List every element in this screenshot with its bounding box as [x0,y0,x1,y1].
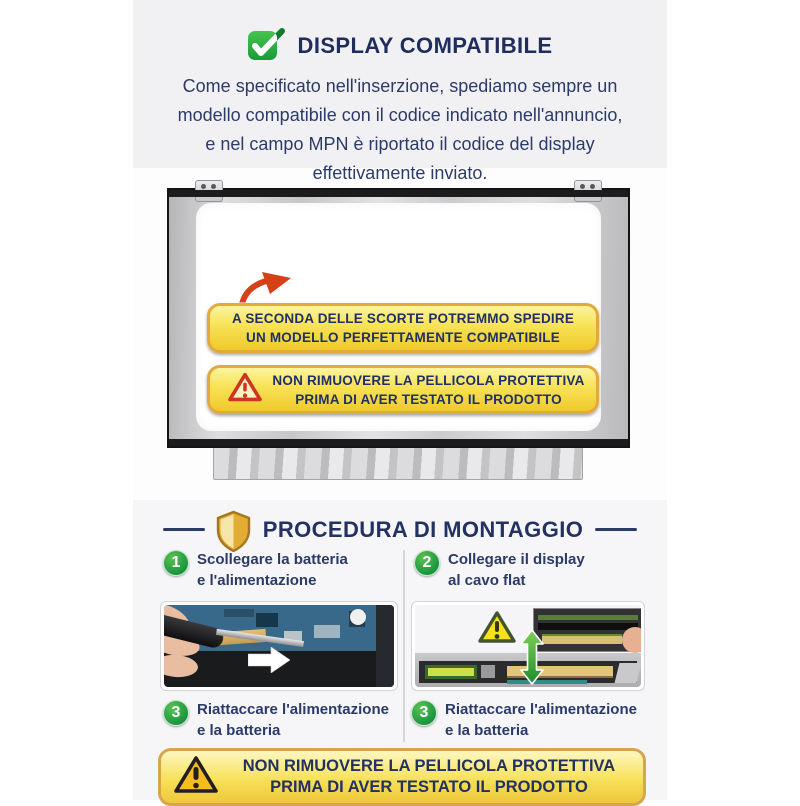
intro-line: Come specificato nell'inserzione, spediamo sempre un [182,76,618,96]
film-warning-line: PRIMA DI AVER TESTATO IL PRODOTTO [295,391,562,407]
step-3-text [197,699,389,741]
procedure-heading [133,512,667,552]
film-warning-line: NON RIMUOVERE LA PELLICOLA PROTETTIVA [272,372,585,388]
step-2-line: al cavo flat [448,572,526,589]
intro-line: effettivamente inviato. [312,163,488,183]
step-2-photo-scene [415,605,641,687]
bottom-warning-banner [158,748,646,806]
film-warning-label [207,365,599,414]
white-arrow-icon [248,647,290,678]
connector-green-inner [428,668,474,676]
intro-line: e nel campo MPN è riportato il codice del display [205,134,595,154]
connector-slot [538,623,638,630]
caution-triangle-icon [477,610,517,650]
screw-hole [590,184,595,189]
chip [314,625,340,638]
step-3b-badge: 3 [411,700,437,726]
step-1-photo [160,601,398,691]
panel-bottom-bezel [169,439,628,446]
chassis-edge [376,605,394,687]
step-2-text [448,549,585,591]
step-3-line: Riattaccare l'alimentazione [197,701,389,718]
green-double-arrow-icon [519,629,545,687]
pcb-strip [538,615,638,620]
page-title: DISPLAY COMPATIBILE [297,33,553,58]
foil-strip [213,444,583,480]
step-2-badge: 2 [414,550,440,576]
header [133,28,667,64]
metal-wedge [615,663,641,683]
step-1-line: Scollegare la batteria [197,551,348,568]
chip [256,613,278,627]
screw-hole [201,184,206,189]
step-3-line: e la batteria [197,722,281,739]
chip [224,609,254,617]
stock-warning-line: A SECONDA DELLE SCORTE POTREMMO SPEDIRE [231,311,575,326]
connector-inset-photo [533,608,641,652]
step-1-line: e l'alimentazione [197,572,317,589]
finger [622,627,641,653]
banner-line: PRIMA DI AVER TESTATO IL PRODOTTO [270,778,588,796]
banner-line: NON RIMUOVERE LA PELLICOLA PROTETTIVA [242,757,616,775]
stock-warning-line: UN MODELLO PERFETTAMENTE COMPATIBILE [246,330,560,345]
intro-line: modello compatibile con il codice indicato nell'annuncio, [177,105,623,125]
warning-triangle-icon [227,372,263,408]
warning-triangle-icon [173,755,219,800]
step-1-text [197,549,348,591]
column-divider [403,550,405,742]
sticker-dot [350,609,366,625]
content-column [133,0,667,800]
lcd-panel-image [167,188,630,448]
heading-rule-left [163,528,205,531]
screw-hole [580,184,585,189]
panel-top-bezel [169,190,628,197]
procedure-title: PROCEDURA DI MONTAGGIO [262,517,584,542]
step-1-photo-scene [164,605,394,687]
step-3-badge: 3 [163,700,189,726]
intro-paragraph [133,72,667,188]
check-icon [248,28,286,65]
screw-hole [211,184,216,189]
step-3b-line: e la batteria [445,722,529,739]
step-3b-line: Riattaccare l'alimentazione [445,701,637,718]
step-1-badge: 1 [163,550,189,576]
stock-warning-label [207,303,599,353]
connector-clip [481,665,495,678]
step-2-line: Collegare il display [448,551,585,568]
step-3b-text [445,699,637,741]
heading-rule-right [595,528,637,531]
step-2-photo [411,601,645,691]
flat-cable [542,634,622,644]
